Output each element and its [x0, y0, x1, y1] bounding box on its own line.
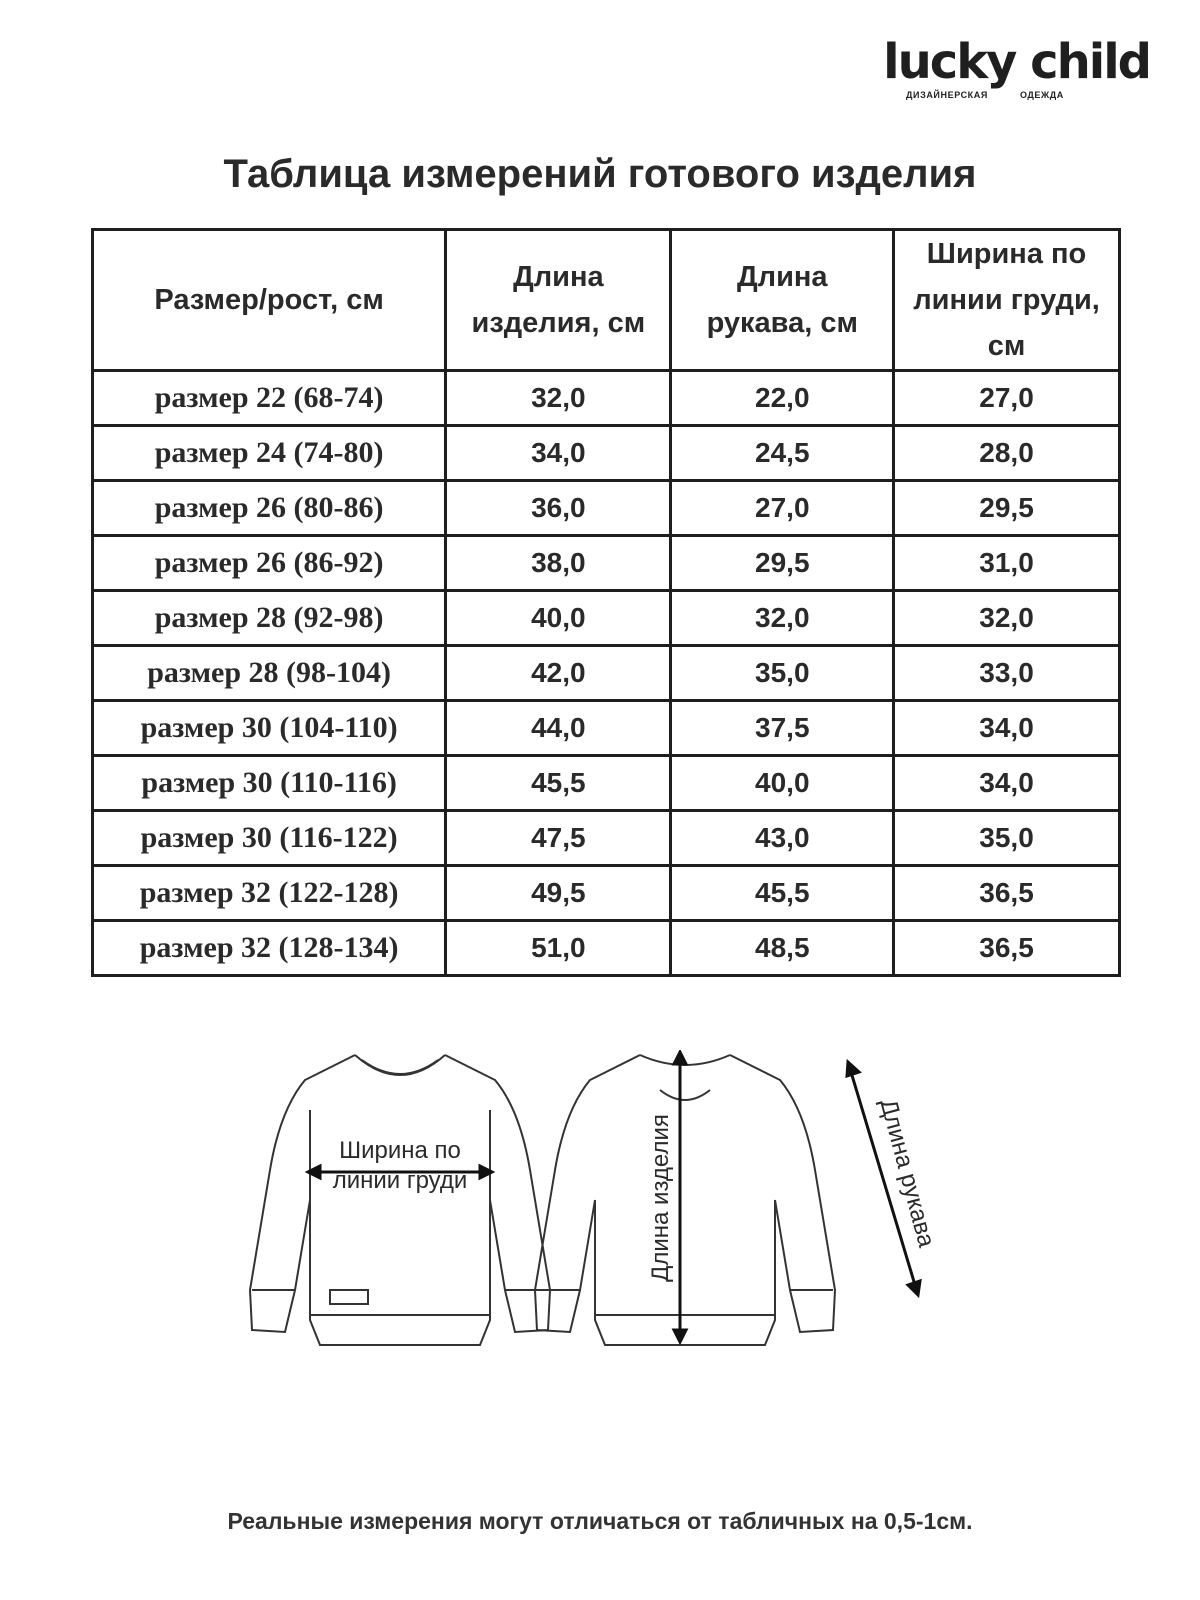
- sleeve-cell: 22,0: [671, 371, 894, 426]
- sleeve-cell: 35,0: [671, 646, 894, 701]
- size-label-cell: размер 28 (92-98): [93, 591, 446, 646]
- header-chest-text: Ширина по линии груди, см: [913, 238, 1100, 362]
- length-cell: 49,5: [446, 866, 671, 921]
- header-length-text: Длина изделия, см: [471, 261, 646, 339]
- length-cell: 40,0: [446, 591, 671, 646]
- back-sweatshirt: [535, 1055, 835, 1345]
- sleeve-label: Длина рукава: [874, 1096, 940, 1251]
- header-length: [446, 230, 671, 371]
- sleeve-cell: 40,0: [671, 756, 894, 811]
- logo-tagline-left: ДИЗАЙНЕРСКАЯ: [906, 90, 988, 100]
- size-label-cell: размер 24 (74-80): [93, 426, 446, 481]
- size-label-cell: размер 26 (86-92): [93, 536, 446, 591]
- header-chest: [894, 230, 1120, 371]
- sweatshirt-diagram: [240, 1050, 980, 1430]
- size-label-cell: размер 30 (110-116): [93, 756, 446, 811]
- header-size: Размер/рост, см: [93, 230, 446, 371]
- table-row: [93, 536, 1120, 591]
- size-table: [91, 228, 1121, 977]
- size-label-cell: размер 30 (116-122): [93, 811, 446, 866]
- chest-cell: 29,5: [894, 481, 1120, 536]
- size-label-cell: размер 32 (128-134): [93, 921, 446, 976]
- brand-logo: [883, 34, 1150, 104]
- front-sweatshirt: [250, 1055, 550, 1345]
- table-row: [93, 701, 1120, 756]
- size-label-cell: размер 28 (98-104): [93, 646, 446, 701]
- size-label-cell: размер 32 (122-128): [93, 866, 446, 921]
- chest-cell: 33,0: [894, 646, 1120, 701]
- size-label-cell: размер 30 (104-110): [93, 701, 446, 756]
- table-row: [93, 756, 1120, 811]
- table-row: [93, 591, 1120, 646]
- logo-tagline: [906, 90, 1096, 100]
- table-row: [93, 811, 1120, 866]
- sleeve-cell: 43,0: [671, 811, 894, 866]
- length-cell: 34,0: [446, 426, 671, 481]
- length-cell: 32,0: [446, 371, 671, 426]
- length-cell: 51,0: [446, 921, 671, 976]
- length-cell: 45,5: [446, 756, 671, 811]
- sleeve-cell: 27,0: [671, 481, 894, 536]
- sleeve-cell: 24,5: [671, 426, 894, 481]
- size-label-cell: размер 26 (80-86): [93, 481, 446, 536]
- chest-cell: 36,5: [894, 921, 1120, 976]
- table-row: [93, 866, 1120, 921]
- sleeve-cell: 45,5: [671, 866, 894, 921]
- chest-cell: 35,0: [894, 811, 1120, 866]
- sleeve-cell: 48,5: [671, 921, 894, 976]
- length-cell: 42,0: [446, 646, 671, 701]
- sleeve-cell: 37,5: [671, 701, 894, 756]
- table-row: [93, 426, 1120, 481]
- chest-cell: 31,0: [894, 536, 1120, 591]
- table-row: [93, 646, 1120, 701]
- length-label: Длина изделия: [647, 1114, 674, 1282]
- table-row: [93, 481, 1120, 536]
- length-cell: 38,0: [446, 536, 671, 591]
- logo-wordmark: lucky child: [883, 34, 1150, 90]
- table-row: [93, 371, 1120, 426]
- chest-cell: 28,0: [894, 426, 1120, 481]
- chest-label-line1: Ширина по: [339, 1137, 461, 1164]
- header-sleeve: [671, 230, 894, 371]
- table-row: [93, 921, 1120, 976]
- footnote: Реальные измерения могут отличаться от табличных на 0,5-1см.: [227, 1508, 973, 1534]
- sleeve-cell: 32,0: [671, 591, 894, 646]
- length-cell: 47,5: [446, 811, 671, 866]
- chest-cell: 34,0: [894, 701, 1120, 756]
- table-body: [93, 371, 1120, 976]
- sweatshirt-drawing: [240, 1050, 980, 1430]
- header-sleeve-text: Длина рукава, см: [706, 261, 858, 339]
- logo-tagline-right: ОДЕЖДА: [1019, 90, 1064, 100]
- chest-cell: 32,0: [894, 591, 1120, 646]
- table-header-row: [93, 230, 1120, 371]
- page-title: Таблица измерений готового изделия: [223, 152, 977, 196]
- sleeve-cell: 29,5: [671, 536, 894, 591]
- chest-label-line2: линии груди: [332, 1167, 468, 1194]
- length-cell: 36,0: [446, 481, 671, 536]
- chest-cell: 34,0: [894, 756, 1120, 811]
- size-label-cell: размер 22 (68-74): [93, 371, 446, 426]
- measurement-arrows: [308, 1052, 920, 1342]
- length-cell: 44,0: [446, 701, 671, 756]
- chest-cell: 27,0: [894, 371, 1120, 426]
- chest-cell: 36,5: [894, 866, 1120, 921]
